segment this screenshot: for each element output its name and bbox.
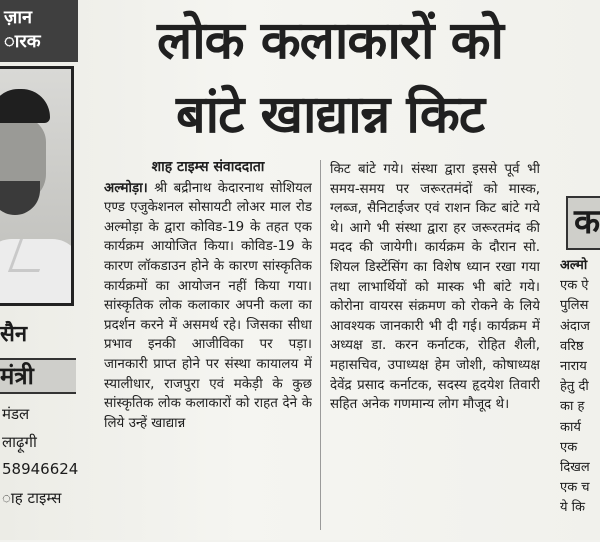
left-column [0,0,80,540]
right-article-line: अंदाज [560,318,590,334]
portrait-photo [0,66,74,306]
headline-line-1: लोक कलाकारों को [156,11,504,71]
right-article-line: नाराय [560,359,587,375]
right-article-heading: क [566,196,600,250]
left-header-banner [0,0,78,62]
right-article-line: का ह [560,399,585,415]
right-article-line: पुलिस [560,298,589,314]
right-article-line: एक ऐ [560,278,589,294]
right-article-column [560,256,600,540]
portrait-beard [0,181,40,215]
column-divider [320,160,321,530]
left-header-line: ज़ान [4,7,33,28]
article-dateline: अल्मोड़ा। [104,180,148,196]
right-article-line: ये कि [560,500,586,516]
right-article-line: एक [560,439,578,455]
right-article-line: एक च [560,480,590,496]
right-article-line: कार्य [560,419,581,435]
right-article-line: अल्मो [560,258,588,273]
left-info-line: मंडल [2,405,30,423]
left-header-line: ारक [4,31,41,52]
article-byline: शाह टाइम्स संवाददाता [151,159,265,175]
portrait-cap [0,89,50,123]
article-column-1 [104,158,312,540]
article-headline [100,4,560,152]
left-info-line: ाह टाइम्स [2,489,62,507]
article-text-2: किट बांटे गये। संस्था द्वारा इससे पूर्व भी समय-समय पर जरूरतमंदों को मास्क, ग्लब्ज, सैनिटाईजर एवं राशन किट बांटे गये थे। आगे भी संस्था द्वारा हर जरूरतमंद की मदद की जायेगी। कार्यक्रम के दौरान सो. शियल डिस्टेंसिंग का विशेष ध्यान रखा गया तथा लाभार्थियों को मास्क भी बांटे गये। कोरोना वायरस संक्रमण को रोकने के लिये आवश्यक जानकारी भी दी गई। कार्यक्रम में अध्यक्ष डा. करन कर्नाटक, रोहित शैली, महासचिव, उपाध्यक्ष हेम जोशी, कोषाध्यक्ष देवेंद्र प्रसाद कर्नाटक, सदस्य हृदयेश तिवारी सहित अनेक गणमान्य लोग मौजूद थे। [330,162,540,413]
person-role: मंत्री [0,358,76,394]
right-article-line: दिखल [560,460,590,476]
headline-line-2: बांटे खाद्यान्न किट [175,85,485,145]
person-name: सैन [0,322,28,347]
left-phone-line: 58946624 [2,460,79,478]
article-column-2 [330,160,540,542]
article-text-1: श्री बद्रीनाथ केदारनाथ सोशियल एण्ड एजुकेशनल सोसायटी लोअर माल रोड अल्मोड़ा के द्वारा कोविड-19 के तहत एक कार्यक्रम आयोजित किया। कोविड-19 के कारण लॉकडाउन होने के कारण सांस्कृतिक कार्यक्रमों का आयोजन नहीं किया गया। सांस्कृतिक लोक कलाकार अपनी कला का प्रदर्शन करने में असमर्थ रहे। जिसका सीधा प्रभाव इनकी आजीविका पर पड़ा। जानकारी प्राप्त होने पर संस्था कायालय में स्यालीधार, राजपुरा एवं मकेड़ी के कुछ सांस्कृतिक लोक कलाकारों को राहत देने के लिये उन्हें खाद्यान्न [104,180,312,431]
right-article-line: हेतु दी [560,379,589,395]
left-info-line: लाढ़ूगी [2,433,37,451]
right-article-line: वरिष्ठ [560,338,584,354]
